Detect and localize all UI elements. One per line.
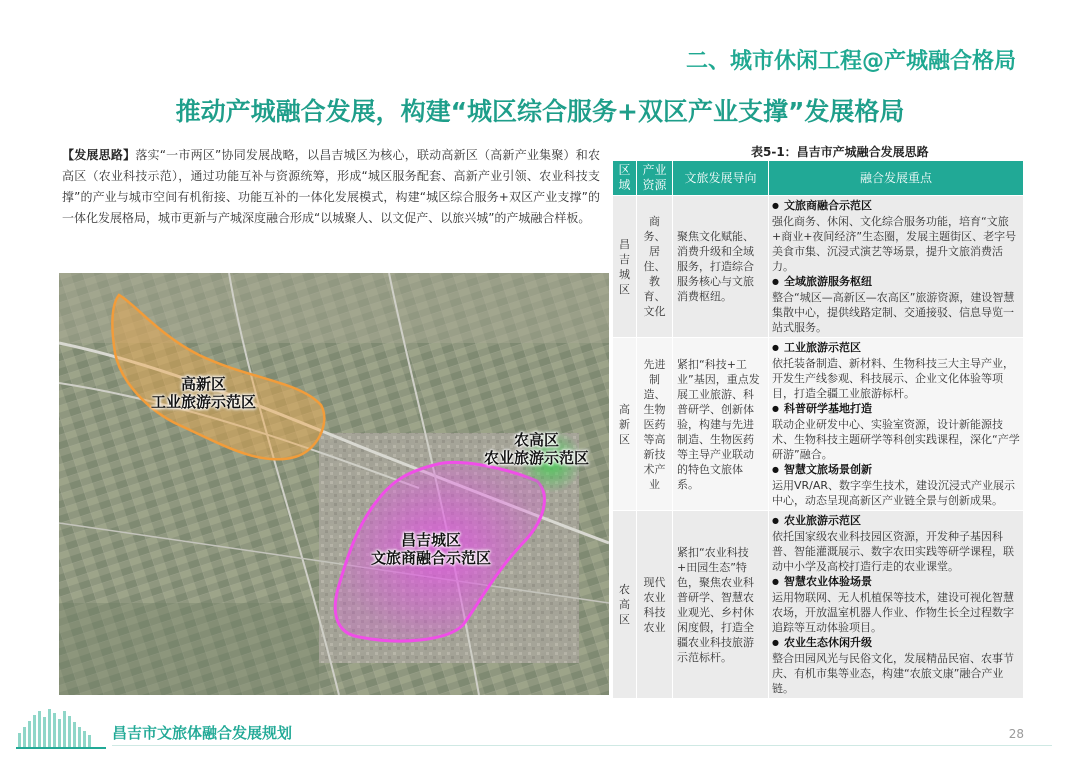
table-header-row [613,161,1024,196]
zone-type: 文旅商融合示范区 [371,549,492,567]
direction-cell: 紧扣“科技+工业”基因，重点发展工业旅游、科普研学、创新体验，构建与先进制造、生物医药等主导产业联动的特色文旅体系。 [673,338,769,511]
zone-name: 高新区 [181,375,227,393]
section-title: 二、城市休闲工程@产城融合格局 [685,49,1016,74]
focus-point-title: ● 科普研学基地打造 [772,401,1020,417]
region-cell: 农高区 [613,511,637,699]
resources-cell: 先进制造、生物医药等高新技术产业 [637,338,673,511]
focus-point-title: ● 农业生态休闲升级 [772,635,1020,651]
region-cell: 高新区 [613,338,637,511]
page-title [0,92,1080,128]
development-table [612,160,1024,699]
table-row [613,338,1024,511]
zone-type: 工业旅游示范区 [151,393,257,411]
focus-point-desc: 联动企业研发中心、实验室资源，设计新能源技术、生物科技主题研学等科创实践课程，深化“产学研游”融合。 [772,418,1020,461]
page-number: 28 [1008,727,1024,741]
zone-label-nonggao [484,431,589,467]
focus-point-desc: 依托装备制造、新材料、生物科技三大主导产业，开发生产线参观、科技展示、企业文化体验等项目，打造全疆工业旅游标杆。 [772,357,1014,400]
title-highlight: “城区综合服务+双区产业支撑” [451,92,805,128]
table-row [613,511,1024,699]
direction-cell: 聚焦文化赋能、消费升级和全域服务，打造综合服务核心与文旅消费枢纽。 [673,196,769,338]
focus-point-title: ● 全域旅游服务枢纽 [772,274,1020,290]
focus-cell [769,338,1024,511]
table-caption: 表5-1：昌吉市产城融合发展思路 [751,145,929,159]
city-skyline-logo-icon [16,707,106,751]
column-header: 区域 [613,161,637,196]
zone-type: 农业旅游示范区 [484,449,590,467]
title-suffix: 发展格局 [804,97,905,126]
resources-cell: 商务、居住、教育、文化 [637,196,673,338]
focus-point-title: ● 农业旅游示范区 [772,513,1020,529]
zone-label-changji [371,531,491,567]
zone-name: 昌吉城区 [401,531,462,549]
zone-name: 农高区 [514,431,560,449]
focus-point-title: ● 文旅商融合示范区 [772,198,1020,214]
satellite-map [59,273,609,695]
focus-point-desc: 强化商务、休闲、文化综合服务功能，培育“文旅+商业+夜间经济”生态圈，发展主题街区、老字号美食市集、沉浸式演艺等场景，提升文旅消费活力。 [772,215,1017,273]
focus-point-desc: 整合“城区—高新区—农高区”旅游资源，建设智慧集散中心，提供线路定制、交通接驳、信息导览一站式服务。 [772,291,1015,334]
focus-point-title: ● 智慧农业体验场景 [772,574,1020,590]
development-idea-label: 【发展思路】 [62,148,136,162]
focus-cell [769,196,1024,338]
table-row [613,196,1024,338]
column-header: 文旅发展导向 [673,161,769,196]
zone-label-gaoxin [151,375,256,411]
development-idea-paragraph [62,145,600,229]
focus-point-title: ● 工业旅游示范区 [772,340,1020,356]
region-cell: 昌吉城区 [613,196,637,338]
title-prefix: 推动产城融合发展，构建 [175,97,451,126]
focus-point-desc: 依托国家级农业科技园区资源，开发种子基因科普、智能灌溉展示、数字农田实践等研学课程，联动中小学及高校打造行走的农业课堂。 [772,530,1014,573]
focus-point-desc: 整合田园风光与民俗文化，发展精品民宿、农事节庆、有机市集等业态，构建“农旅文康”融合产业链。 [772,652,1014,695]
column-header: 产业资源 [637,161,673,196]
direction-cell: 紧扣“农业科技+田园生态”特色，聚焦农业科普研学、智慧农业观光、乡村休闲度假，打造全疆农业科技旅游示范标杆。 [673,511,769,699]
footer-divider [112,745,1052,746]
column-header: 融合发展重点 [769,161,1024,196]
footer-title: 昌吉市文旅体融合发展规划 [112,724,293,742]
focus-point-desc: 运用VR/AR、数字孪生技术，建设沉浸式产业展示中心，动态呈现高新区产业链全景与创新成果。 [772,479,1016,507]
focus-cell [769,511,1024,699]
focus-point-desc: 运用物联网、无人机植保等技术，建设可视化智慧农场，开放温室机器人作业、作物生长全过程数字追踪等互动体验项目。 [772,591,1014,634]
map-graphic [59,273,609,695]
resources-cell: 现代农业科技农业 [637,511,673,699]
development-idea-text: 落实“一市两区”协同发展战略，以昌吉城区为核心，联动高新区（高新产业集聚）和农高区（农业科技示范），通过功能互补与资源统筹，形成“城区服务配套、高新产业引领、农业科技支撑”的产业与城市空间有机衔接、功能互补的一体化发展模式，构建“城区综合服务+双区产业支撑”的一体化发展格局，城市更新与产城深度融合形成“以城聚人、以文促产、以旅兴城”的产城融合样板。 [62,148,600,225]
focus-point-title: ● 智慧文旅场景创新 [772,462,1020,478]
